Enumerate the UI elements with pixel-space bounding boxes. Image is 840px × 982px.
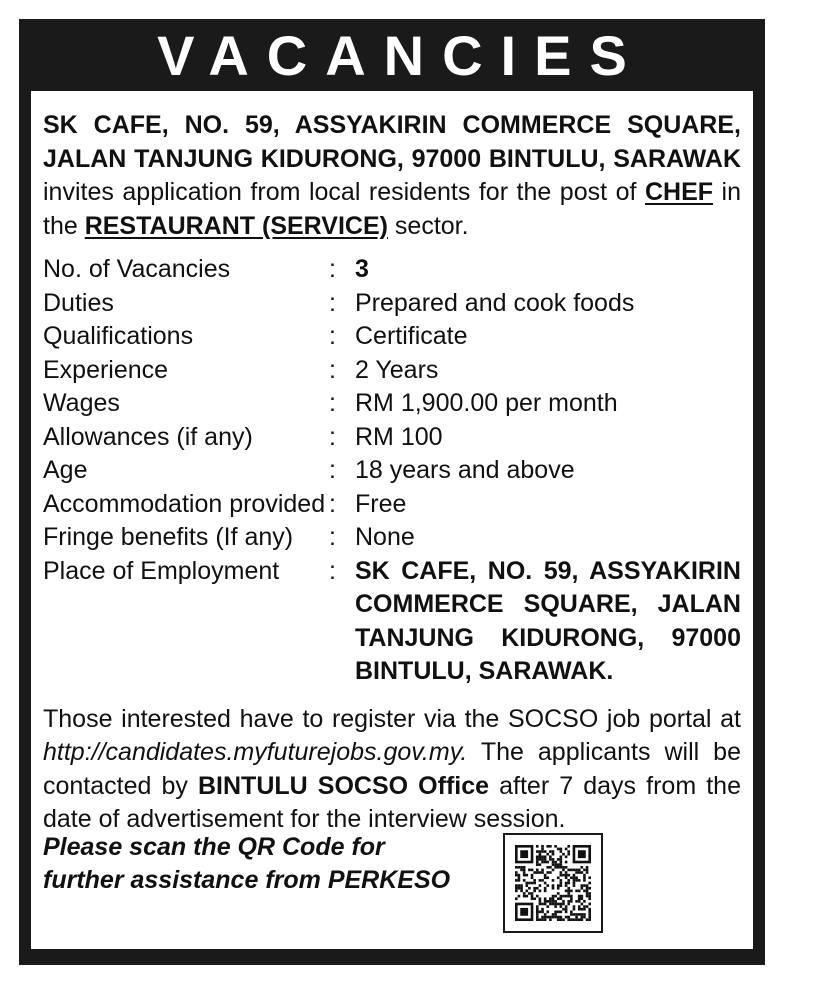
intro-text-2: in the (43, 178, 742, 240)
footer-paragraph (43, 703, 741, 837)
detail-value: None (355, 523, 415, 551)
detail-label: Age (43, 456, 88, 484)
detail-label: No. of Vacancies (43, 255, 231, 283)
portal-url[interactable]: http://candidates.myfuturejobs.gov.my. (43, 738, 468, 766)
detail-row (43, 253, 741, 287)
qr-code[interactable] (503, 833, 603, 933)
detail-value: RM 1,900.00 per month (355, 389, 618, 417)
detail-colon: : (329, 422, 336, 451)
detail-label: Qualifications (43, 322, 194, 350)
detail-row (43, 454, 741, 488)
detail-value: 3 (355, 255, 369, 283)
detail-colon: : (329, 556, 336, 585)
detail-colon: : (329, 255, 336, 283)
qr-code-icon (515, 845, 591, 921)
detail-row (43, 354, 741, 388)
advert-body (31, 91, 753, 949)
detail-colon: : (329, 355, 336, 384)
detail-value: 18 years and above (355, 456, 575, 484)
detail-colon: : (329, 389, 336, 417)
detail-row (43, 320, 741, 354)
detail-value: Prepared and cook foods (355, 288, 635, 317)
intro-text-3: sector. (387, 211, 469, 240)
intro-text-1: invites application from local residents for the post of (43, 178, 645, 206)
socso-office: BINTULU SOCSO Office (198, 771, 490, 800)
detail-row (43, 521, 741, 555)
advert-title: VACANCIES (157, 23, 645, 87)
post-name: CHEF (644, 178, 714, 206)
sector-name: RESTAURANT (SERVICE) (84, 211, 388, 240)
employer-name: SK CAFE, NO. 59, ASSYAKIRIN COMMERCE SQUARE, JALAN TANJUNG KIDURONG, 97000 BINTULU, SARAWAK (43, 111, 741, 173)
detail-label: Duties (43, 288, 114, 317)
detail-label: Wages (43, 389, 120, 417)
detail-label: Fringe benefits (If any) (43, 523, 294, 551)
detail-value: Free (355, 489, 407, 518)
detail-label: Allowances (if any) (43, 422, 253, 451)
detail-colon: : (329, 523, 336, 551)
detail-value: RM 100 (355, 422, 443, 451)
vacancies-advert-frame (19, 19, 765, 965)
detail-colon: : (329, 288, 336, 317)
detail-row (43, 421, 741, 455)
footer-text-3: after 7 days from the date of advertisement for the interview session. (43, 771, 741, 833)
detail-row (43, 287, 741, 321)
detail-label: Experience (43, 355, 169, 384)
detail-row (43, 555, 741, 689)
detail-value: Certificate (355, 322, 468, 350)
scan-note: Please scan the QR Code for further assistance from PERKESO (43, 833, 451, 894)
detail-row (43, 488, 741, 522)
detail-value: 2 Years (355, 355, 439, 384)
detail-row (43, 387, 741, 421)
detail-colon: : (329, 456, 336, 484)
detail-label: Accommodation provided (43, 489, 326, 518)
intro-paragraph (43, 109, 741, 243)
detail-colon: : (329, 322, 336, 350)
details-table (43, 253, 741, 689)
detail-colon: : (329, 489, 336, 518)
place-of-employment-value: SK CAFE, NO. 59, ASSYAKIRIN COMMERCE SQUARE, JALAN TANJUNG KIDURONG, 97000 BINTULU, SARAWAK. (355, 556, 741, 685)
footer-text-2: The applicants will be contacted by (43, 738, 741, 800)
detail-label: Place of Employment (43, 556, 280, 585)
footer-text-1: Those interested have to register via the SOCSO job portal at (43, 704, 741, 733)
